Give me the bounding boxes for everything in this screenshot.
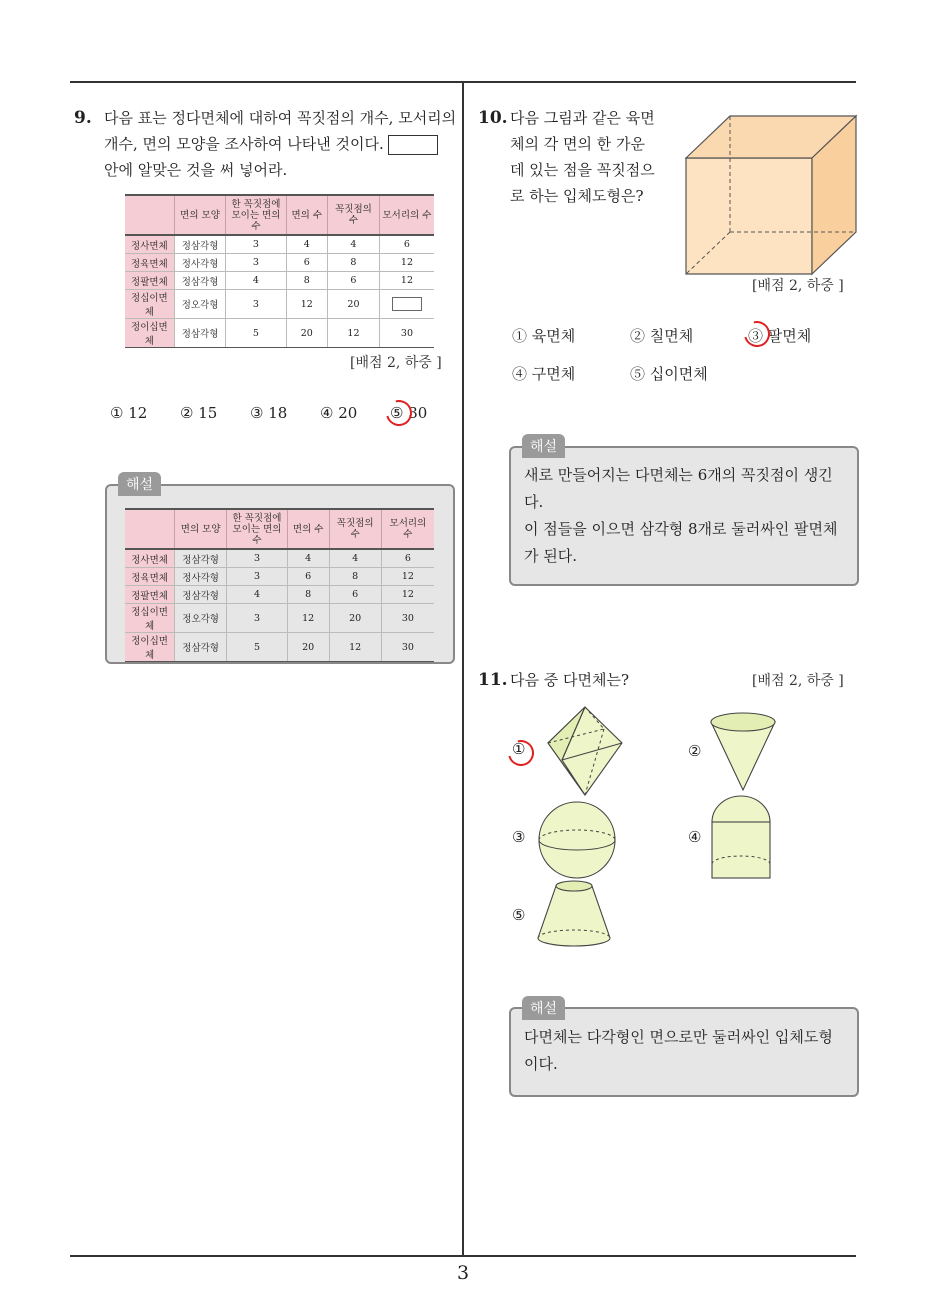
table-cell: 30 xyxy=(381,633,434,662)
table-cell: 20 xyxy=(286,319,327,348)
q9-table-body xyxy=(125,235,434,348)
table-cell: 5 xyxy=(227,633,288,662)
table-cell: 12 xyxy=(329,633,381,662)
q9-answer-circle xyxy=(381,395,417,431)
table-row xyxy=(125,633,434,662)
table-cell: 4 xyxy=(226,272,286,290)
q9-choice-5[interactable]: ⑤ 30 xyxy=(390,404,428,422)
table-cell: 정사각형 xyxy=(174,254,226,272)
q9-choice-2[interactable]: ② 15 xyxy=(180,404,218,422)
q10-meta: [배점 2, 하중 ] xyxy=(752,278,844,294)
table-row xyxy=(125,568,434,586)
table-cell: 12 xyxy=(328,319,380,348)
table-cell: 정십이면체 xyxy=(125,290,174,319)
table-cell: 정팔면체 xyxy=(125,272,174,290)
q10-answer-circle xyxy=(739,316,775,352)
table-row xyxy=(125,290,434,319)
table-cell: 6 xyxy=(328,272,380,290)
table-cell: 4 xyxy=(329,549,381,568)
table-cell: 정삼각형 xyxy=(175,549,227,568)
q9etable-header-0 xyxy=(125,509,175,549)
q11-frustum-figure xyxy=(534,878,614,948)
q9-explain-label: 해설 xyxy=(118,472,161,496)
table-cell: 20 xyxy=(287,633,329,662)
table-answer-blank xyxy=(392,297,422,311)
table-row xyxy=(125,586,434,604)
table-cell: 6 xyxy=(379,235,434,254)
table-cell: 6 xyxy=(287,568,329,586)
q11-explain-label: 해설 xyxy=(522,996,565,1020)
q11-explain-line2: 이다. xyxy=(524,1055,558,1073)
q10-explain-label: 해설 xyxy=(522,434,565,458)
q10-text-line1: 다음 그림과 같은 육면 xyxy=(510,109,655,127)
table-cell-blank xyxy=(379,290,434,319)
table-cell: 정오각형 xyxy=(174,290,226,319)
q10-choice-3[interactable]: ③ 팔면체 xyxy=(748,327,812,345)
table-cell: 8 xyxy=(287,586,329,604)
q10-explain-line1: 새로 만들어지는 다면체는 6개의 꼭짓점이 생긴 xyxy=(524,466,833,484)
table-cell: 정사면체 xyxy=(125,235,174,254)
q10-cube-figure xyxy=(684,110,864,278)
table-cell: 정사면체 xyxy=(125,549,175,568)
table-cell: 3 xyxy=(227,604,288,633)
table-row xyxy=(125,272,434,290)
q9-choice-1[interactable]: ① 12 xyxy=(110,404,148,422)
table-cell: 4 xyxy=(328,235,380,254)
q10-choice-2[interactable]: ② 칠면체 xyxy=(630,327,694,345)
q10-choice-1[interactable]: ① 육면체 xyxy=(512,327,576,345)
q9table-header-2: 한 꼭짓점에 모이는 면의 수 xyxy=(226,195,286,235)
q10-text-line2: 체의 각 면의 한 가운 xyxy=(510,135,645,153)
table-cell: 8 xyxy=(286,272,327,290)
q10-number: 10. xyxy=(478,108,508,128)
q11-number: 11. xyxy=(478,670,508,690)
q10-text-line4: 로 하는 입체도형은? xyxy=(510,187,644,205)
table-cell: 12 xyxy=(286,290,327,319)
q9table-header-0 xyxy=(125,195,174,235)
q11-cylinder-figure xyxy=(710,794,772,880)
table-row xyxy=(125,549,434,568)
table-cell: 30 xyxy=(379,319,434,348)
table-cell: 3 xyxy=(226,235,286,254)
table-row xyxy=(125,235,434,254)
table-cell: 정삼각형 xyxy=(174,319,226,348)
q10-text xyxy=(510,105,670,209)
q9-explain-table xyxy=(125,508,434,662)
table-row xyxy=(125,319,434,348)
bottom-rule xyxy=(70,1255,856,1257)
q9-number: 9. xyxy=(74,108,92,128)
q11-answer-circle xyxy=(503,735,539,771)
q9-text-line1: 다음 표는 정다면체에 대하여 꼭짓점의 개수, 모서리의 xyxy=(104,109,457,127)
q10-text-line3: 데 있는 점을 꼭짓점으 xyxy=(510,161,655,179)
table-cell: 6 xyxy=(286,254,327,272)
q10-explain-text xyxy=(524,462,848,570)
q9-table xyxy=(125,194,434,348)
table-cell: 4 xyxy=(286,235,327,254)
table-cell: 정삼각형 xyxy=(175,586,227,604)
table-cell: 정십이면체 xyxy=(125,604,175,633)
table-cell: 정삼각형 xyxy=(174,235,226,254)
q9table-header-5: 모서리의 수 xyxy=(379,195,434,235)
table-cell: 4 xyxy=(227,586,288,604)
table-cell: 정오각형 xyxy=(175,604,227,633)
q11-label-1[interactable]: ① xyxy=(512,740,526,758)
q10-choices xyxy=(512,325,852,395)
q10-explain-line4: 가 된다. xyxy=(524,547,578,565)
table-cell: 정이십면체 xyxy=(125,633,175,662)
table-cell: 12 xyxy=(381,568,434,586)
q9-text xyxy=(104,105,460,183)
q9table-header-4: 꼭짓점의 수 xyxy=(328,195,380,235)
q9table-header-3: 면의 수 xyxy=(286,195,327,235)
table-cell: 3 xyxy=(227,549,288,568)
q9-meta: [배점 2, 하중 ] xyxy=(350,355,442,371)
table-cell: 3 xyxy=(227,568,288,586)
q9etable-header-3: 면의 수 xyxy=(287,509,329,549)
q9-table-header-row xyxy=(125,195,434,235)
table-cell: 12 xyxy=(379,254,434,272)
table-cell: 5 xyxy=(226,319,286,348)
table-cell: 8 xyxy=(329,568,381,586)
q10-explain-line2: 다. xyxy=(524,493,544,511)
column-divider xyxy=(462,82,464,1257)
q10-choice-4[interactable]: ④ 구면체 xyxy=(512,365,576,383)
table-cell: 12 xyxy=(287,604,329,633)
q10-choice-5[interactable]: ⑤ 십이면체 xyxy=(630,365,708,383)
q9etable-header-2: 한 꼭짓점에 모이는 면의 수 xyxy=(227,509,288,549)
table-row xyxy=(125,604,434,633)
table-cell: 20 xyxy=(328,290,380,319)
q11-meta: [배점 2, 하중 ] xyxy=(752,673,844,689)
q10-explain-line3: 이 점들을 이으면 삼각형 8개로 둘러싸인 팔면체 xyxy=(524,520,838,538)
table-cell: 정육면체 xyxy=(125,568,175,586)
table-cell: 8 xyxy=(328,254,380,272)
table-cell: 정팔면체 xyxy=(125,586,175,604)
q11-label-3[interactable]: ③ xyxy=(512,828,526,846)
q9-explain-table-body xyxy=(125,549,434,662)
q9etable-header-4: 꼭짓점의 수 xyxy=(329,509,381,549)
q11-cone-figure xyxy=(708,710,778,792)
q9table-header-1: 면의 모양 xyxy=(174,195,226,235)
table-cell: 4 xyxy=(287,549,329,568)
table-cell: 정이십면체 xyxy=(125,319,174,348)
q11-label-4[interactable]: ④ xyxy=(688,828,702,846)
q9-choice-4[interactable]: ④ 20 xyxy=(320,404,358,422)
q9-text-line3: 안에 알맞은 것을 써 넣어라. xyxy=(104,161,288,179)
table-cell: 6 xyxy=(381,549,434,568)
page-number: 3 xyxy=(456,1262,470,1284)
q11-label-2[interactable]: ② xyxy=(688,742,702,760)
table-row xyxy=(125,254,434,272)
q9-choices xyxy=(110,404,450,426)
q11-explain-line1: 다면체는 다각형인 면으로만 둘러싸인 입체도형 xyxy=(524,1028,833,1046)
q11-sphere-figure xyxy=(536,800,618,880)
table-cell: 정육면체 xyxy=(125,254,174,272)
table-cell: 30 xyxy=(381,604,434,633)
q9-answer-blank xyxy=(388,135,438,155)
table-cell: 정삼각형 xyxy=(174,272,226,290)
table-cell: 정사각형 xyxy=(175,568,227,586)
q9-text-line2: 개수, 면의 모양을 조사하여 나타낸 것이다. xyxy=(104,135,384,153)
q11-octahedron-figure xyxy=(540,705,630,797)
q11-explain-text xyxy=(524,1024,848,1078)
q9etable-header-5: 모서리의 수 xyxy=(381,509,434,549)
q11-label-5[interactable]: ⑤ xyxy=(512,906,526,924)
q9etable-header-1: 면의 모양 xyxy=(175,509,227,549)
table-cell: 3 xyxy=(226,290,286,319)
q11-text: 다음 중 다면체는? xyxy=(510,671,630,689)
table-cell: 3 xyxy=(226,254,286,272)
table-cell: 6 xyxy=(329,586,381,604)
q9-choice-3[interactable]: ③ 18 xyxy=(250,404,288,422)
table-cell: 12 xyxy=(381,586,434,604)
q9-explain-table-header-row xyxy=(125,509,434,549)
table-cell: 12 xyxy=(379,272,434,290)
table-cell: 정삼각형 xyxy=(175,633,227,662)
table-cell: 20 xyxy=(329,604,381,633)
